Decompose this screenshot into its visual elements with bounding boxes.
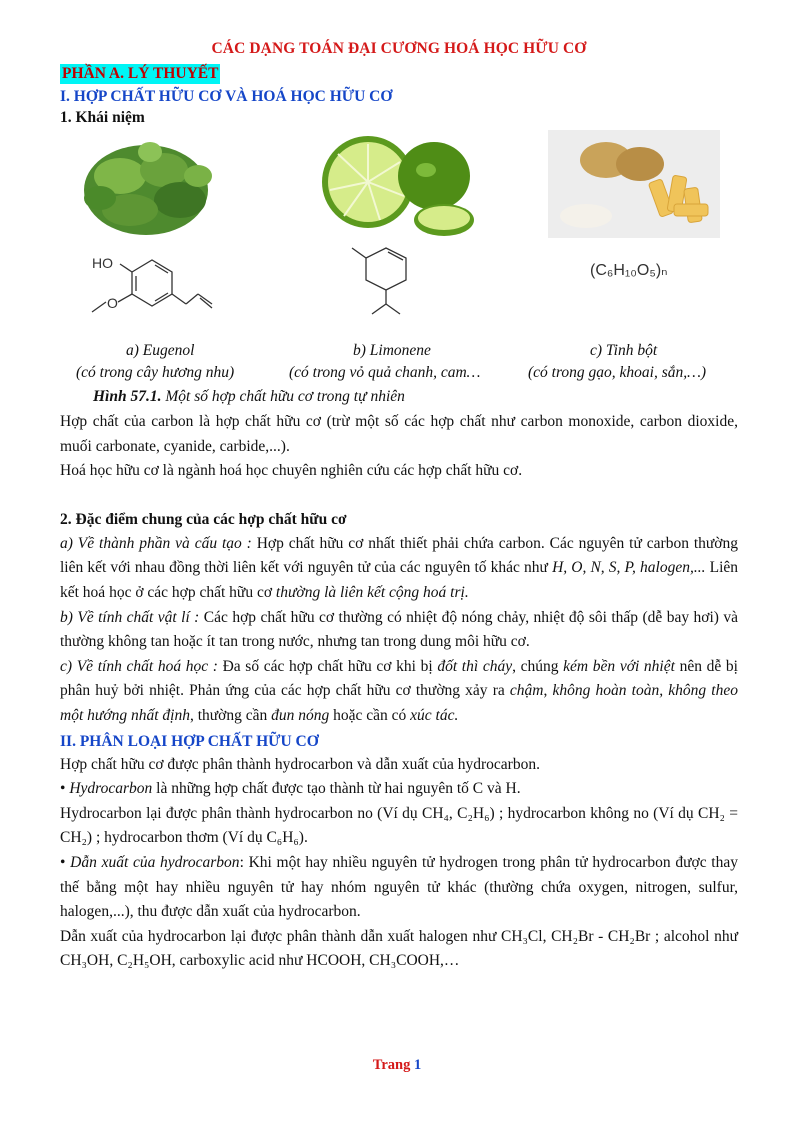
bullet-hydrocarbon <box>60 777 738 802</box>
composition-text-2: Liên kết hoá học ở các hợp chất hữu cơ <box>60 559 739 601</box>
chemical-em-2: kém bền với nhiệt <box>563 657 675 675</box>
subsection-2-heading: 2. Đặc điểm chung của các hợp chất hữu cơ <box>60 510 347 528</box>
bullet-icon: • <box>60 780 66 798</box>
bullet-derivative <box>60 851 738 925</box>
paragraph-classification: Hợp chất hữu cơ được phân thành hydrocarbon và dẫn xuất của hydrocarbon. <box>60 755 540 773</box>
section-2-heading: II. PHÂN LOẠI HỢP CHẤT HỮU CƠ <box>60 732 319 750</box>
starch-formula: (C₆H₁₀O₅)ₙ <box>590 262 668 279</box>
derivative-term: Dẫn xuất của hydrocarbon <box>70 853 240 871</box>
subsection-1-heading: 1. Khái niệm <box>60 109 145 126</box>
figure-caption-text: Một số hợp chất hữu cơ trong tự nhiên <box>161 388 405 405</box>
chemical-text-3: nên dễ bị phân huỷ bởi nhiệt. Phản ứng của các hợp chất hữu cơ thường xảy ra <box>60 657 738 700</box>
chemical-text-1: Đa số các hợp chất hữu cơ khi bị <box>217 657 438 675</box>
chemical-text-5: , thường cần <box>189 706 272 724</box>
paragraph-hydrocarbon-types: Hydrocarbon lại được phân thành hydrocarbon no (Ví dụ CH₄, C₂H₆) ; hydrocarbon không no (Ví dụ CH₂ = CH₂) ; hydrocarbon thơm (Ví dụ C₆H₆). <box>60 804 738 847</box>
chemical-em-3: chậm <box>509 682 544 700</box>
composition-lead: a) Về thành phần và cấu tạo : <box>60 534 252 552</box>
figure-sources <box>60 364 738 386</box>
figure-caption <box>60 388 738 406</box>
chemical-text-4: , <box>543 682 553 700</box>
figure-name-b: b) Limonene <box>353 342 431 359</box>
chemical-em-4: không hoàn toàn, không theo một hướng nhất định <box>60 682 738 724</box>
figure-source-c: (có trong gạo, khoai, sắn,…) <box>528 364 707 381</box>
figure-name-a: a) Eugenol <box>126 342 195 359</box>
eugenol-o-label: O <box>107 295 118 311</box>
physical-text: Các hợp chất hữu cơ thường có nhiệt độ nóng chảy, nhiệt độ sôi thấp (dễ bay hơi) và thường không tan hoặc ít tan trong nước, nhưng tan trong dung môi hữu cơ. <box>60 608 738 651</box>
page-footer <box>0 1057 794 1074</box>
figure-source-a: (có trong cây hương nhu) <box>76 364 235 381</box>
hydrocarbon-definition: là những hợp chất được tạo thành từ hai nguyên tố C và H. <box>152 780 521 798</box>
bullet-icon: • <box>60 853 66 871</box>
paragraph-chemical <box>60 655 738 729</box>
paragraph-physical <box>60 606 738 655</box>
basil-image <box>60 130 260 342</box>
hydrocarbon-term: Hydrocarbon <box>69 780 153 798</box>
figure-starch <box>542 130 742 347</box>
part-a-heading: PHẦN A. LÝ THUYẾT <box>62 65 219 82</box>
composition-bond: thường là liên kết cộng hoá trị. <box>275 583 469 601</box>
limonene-structure <box>352 248 406 314</box>
chemical-em-6: xúc tác. <box>410 706 459 724</box>
footer-label: Trang <box>372 1057 411 1073</box>
figure-source-b: (có trong vỏ quả chanh, cam… <box>289 364 481 381</box>
composition-text: Hợp chất hữu cơ nhất thiết phải chứa carbon. Các nguyên tử carbon thường liên kết với nhau đồng thời liên kết với nguyên tử của các nguyên tố khác như <box>60 534 738 577</box>
chemical-text-6: hoặc cần có <box>329 706 411 724</box>
figure-row <box>60 130 738 342</box>
chemical-text-2: , chúng <box>512 657 564 675</box>
composition-elements: H, O, N, S, P, halogen,... <box>552 559 706 577</box>
figure-name-c: c) Tinh bột <box>590 342 658 359</box>
derivative-definition: : Khi một hay nhiều nguyên tử hydrogen trong phân tử hydrocarbon được thay thế bằng một hay nhiều nguyên tử hay nhóm nguyên tử khác (thường chứa oxygen, nitrogen, sulfur, halogen,...), thu được dẫn xuất của hydrocarbon. <box>60 853 738 921</box>
document-title: CÁC DẠNG TOÁN ĐẠI CƯƠNG HOÁ HỌC HỮU CƠ <box>211 40 587 57</box>
chemical-em-1: đốt thì cháy <box>437 657 513 675</box>
section-1-heading: I. HỢP CHẤT HỮU CƠ VÀ HOÁ HỌC HỮU CƠ <box>60 88 393 105</box>
figure-names <box>60 342 738 364</box>
eugenol-ho-label: HO <box>92 255 113 271</box>
chemical-lead: c) Về tính chất hoá học : <box>60 657 218 675</box>
paragraph-organic-chemistry: Hoá học hữu cơ là ngành hoá học chuyên nghiên cứu các hợp chất hữu cơ. <box>60 462 523 480</box>
physical-lead: b) Về tính chất vật lí : <box>60 608 200 626</box>
potato-image <box>542 130 742 342</box>
document-page <box>60 40 738 974</box>
figure-caption-number: Hình 57.1. <box>93 388 162 405</box>
paragraph-derivative-types: Dẫn xuất của hydrocarbon lại được phân thành dẫn xuất halogen như CH₃Cl, CH₂Br - CH₂Br ; alcohol như CH₃OH, C₂H₅OH, carboxylic acid như HCOOH, CH₃COOH,… <box>60 927 738 970</box>
paragraph-composition <box>60 532 738 606</box>
figure-eugenol <box>60 130 260 347</box>
lime-image <box>296 130 496 342</box>
chemical-em-5: đun nóng <box>271 706 330 724</box>
figure-limonene <box>296 130 496 347</box>
page-number: 1 <box>413 1057 422 1073</box>
paragraph-definition: Hợp chất của carbon là hợp chất hữu cơ (trừ một số các hợp chất như carbon monoxide, carbon dioxide, muối carbonate, cyanide, carbide,...). <box>60 413 738 455</box>
